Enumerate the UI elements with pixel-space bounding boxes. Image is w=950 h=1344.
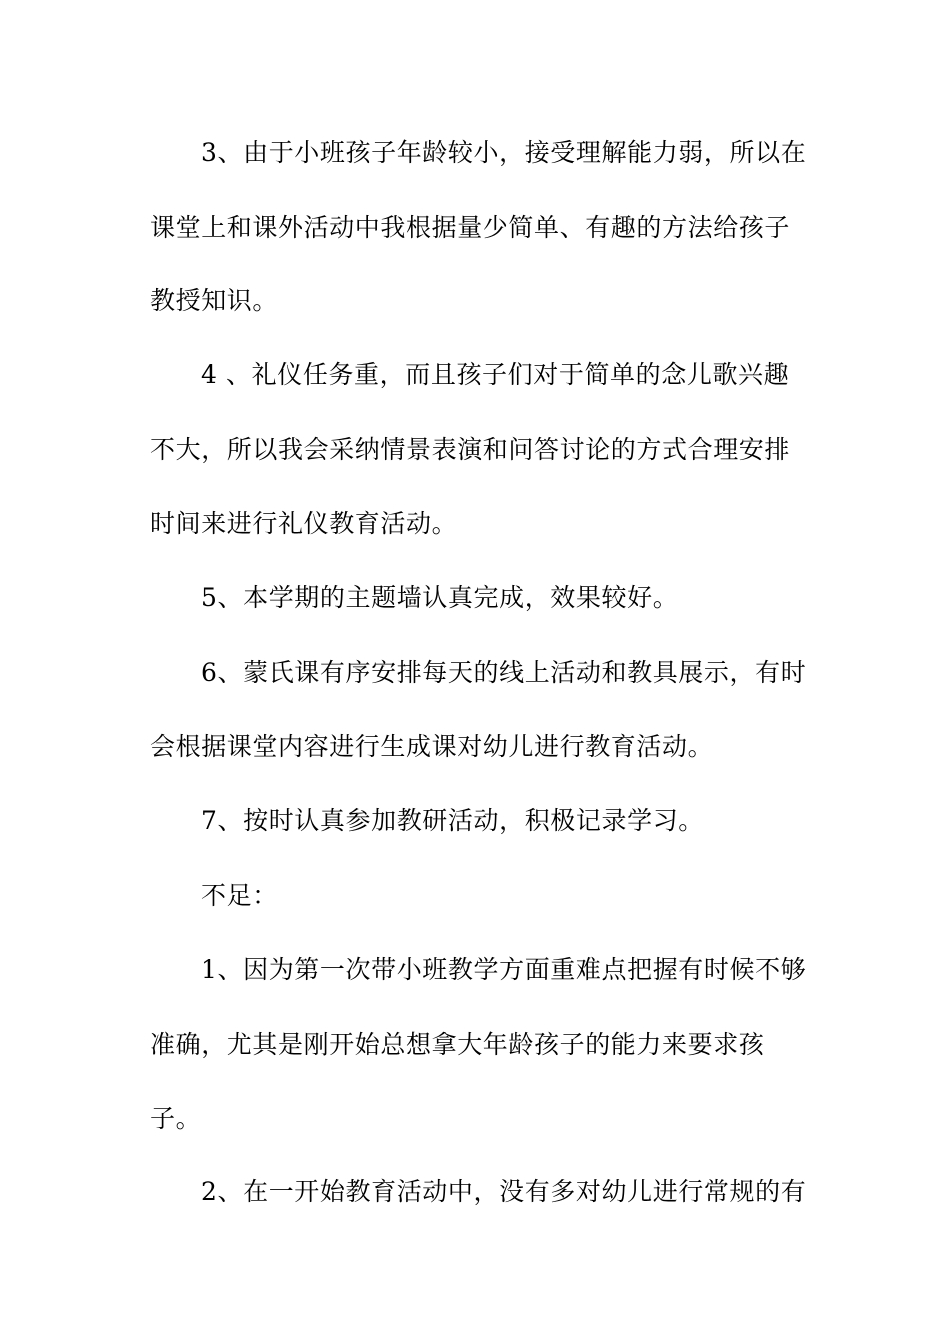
shortcoming-1-line-1: 1、因为第一次带小班教学方面重难点把握有时候不够 bbox=[201, 955, 807, 984]
section-heading-shortcomings: 不足： bbox=[201, 881, 278, 910]
paragraph-7: 7、按时认真参加教研活动，积极记录学习。 bbox=[201, 806, 704, 835]
paragraph-3-line-1: 3、由于小班孩子年龄较小，接受理解能力弱，所以在 bbox=[201, 138, 807, 167]
shortcoming-2-line-1: 2、在一开始教育活动中，没有多对幼儿进行常规的有 bbox=[201, 1177, 807, 1206]
paragraph-6-line-1: 6、蒙氏课有序安排每天的线上活动和教具展示，有时 bbox=[201, 658, 807, 687]
paragraph-4-line-3: 时间来进行礼仪教育活动。 bbox=[150, 509, 458, 538]
paragraph-4-line-2: 不大，所以我会采纳情景表演和问答讨论的方式合理安排 bbox=[150, 435, 791, 464]
paragraph-3-line-2: 课堂上和课外活动中我根据量少简单、有趣的方法给孩子 bbox=[150, 213, 791, 242]
shortcoming-1-line-2: 准确，尤其是刚开始总想拿大年龄孩子的能力来要求孩 bbox=[150, 1030, 765, 1059]
paragraph-6-line-2: 会根据课堂内容进行生成课对幼儿进行教育活动。 bbox=[150, 732, 714, 761]
paragraph-4-line-1: 4 、礼仪任务重，而且孩子们对于简单的念儿歌兴趣 bbox=[201, 360, 790, 389]
shortcoming-1-line-3: 子。 bbox=[150, 1104, 202, 1133]
paragraph-5: 5、本学期的主题墙认真完成，效果较好。 bbox=[201, 583, 679, 612]
paragraph-3-line-3: 教授知识。 bbox=[150, 286, 279, 315]
